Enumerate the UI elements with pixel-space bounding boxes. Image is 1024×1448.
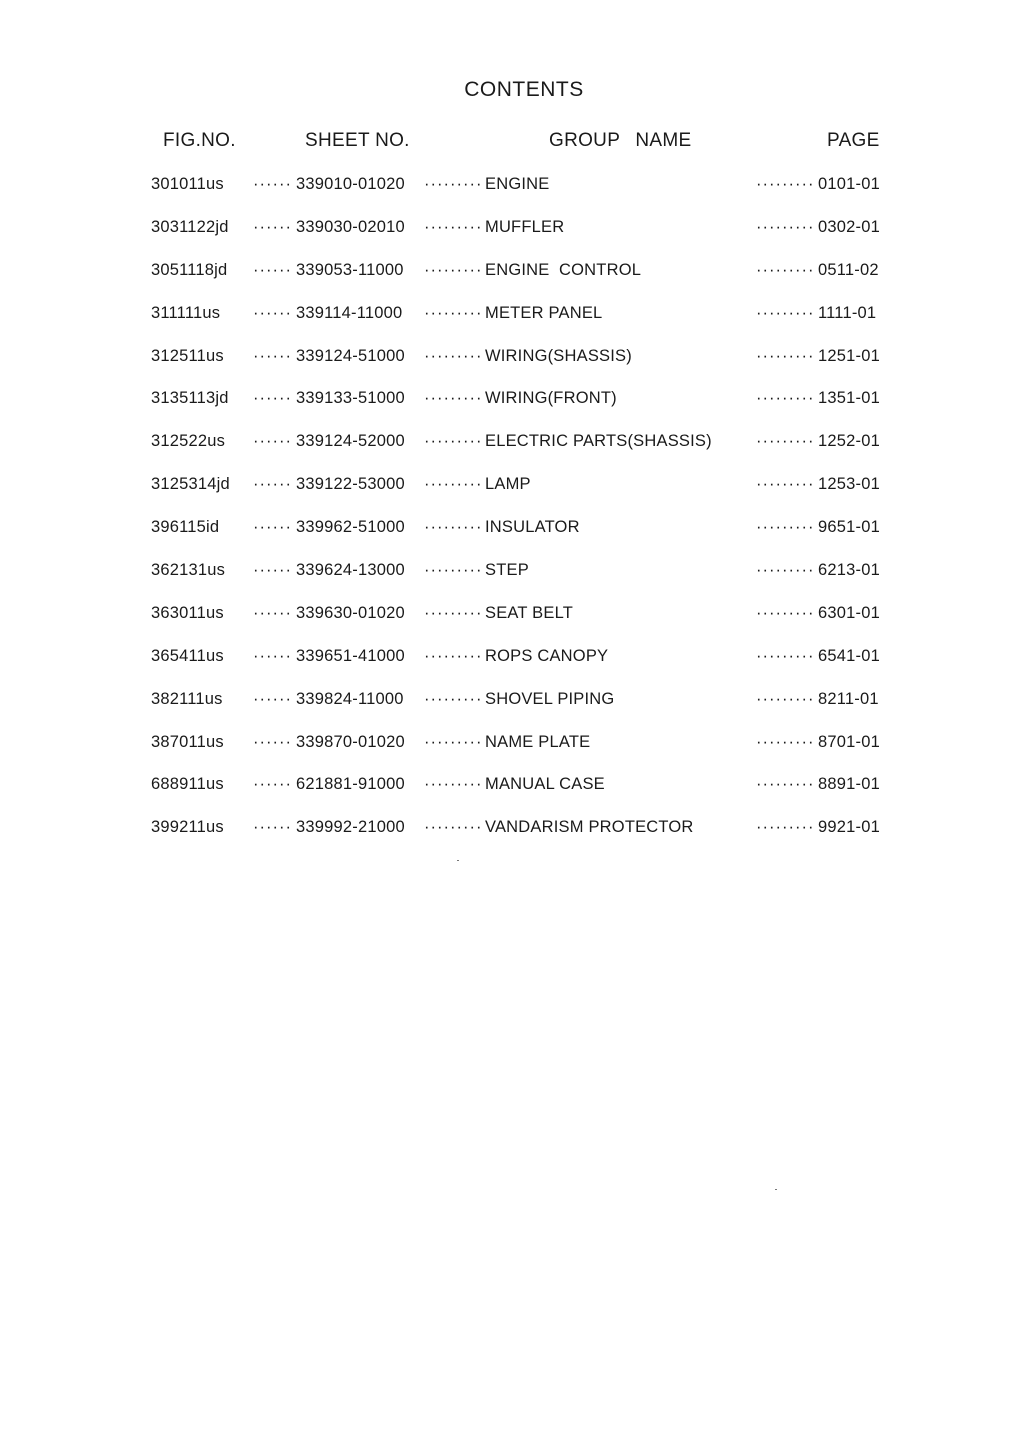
- leader-dots: ·········: [424, 475, 483, 494]
- group-name: SHOVEL PIPING: [485, 689, 615, 708]
- group-name: NAME PLATE: [485, 732, 591, 751]
- contents-row: [0, 515, 1024, 558]
- page-no: 6301-01: [818, 603, 880, 622]
- group-name: SEAT BELT: [485, 603, 573, 622]
- leader-dots: ·········: [424, 346, 483, 365]
- group-name: ELECTRIC PARTS(SHASSIS): [485, 432, 712, 451]
- header-fig-no: FIG.NO.: [163, 130, 236, 151]
- group-name: MANUAL CASE: [485, 775, 605, 794]
- scan-speck: [775, 1189, 777, 1190]
- leader-dots: ·········: [756, 260, 815, 279]
- fig-no: 362131us: [151, 561, 226, 580]
- scan-speck: [457, 860, 459, 861]
- leader-dots: ·········: [424, 432, 483, 451]
- contents-row: [0, 301, 1024, 344]
- header-group-name: GROUP NAME: [549, 130, 692, 151]
- fig-no: 396115id: [151, 518, 220, 537]
- contents-row: [0, 344, 1024, 387]
- leader-dots: ·········: [756, 518, 815, 537]
- leader-dots: ······: [253, 775, 292, 794]
- leader-dots: ······: [253, 603, 292, 622]
- fig-no: 3135113jd: [151, 389, 229, 408]
- leader-dots: ·········: [424, 689, 483, 708]
- leader-dots: ······: [253, 732, 292, 751]
- sheet-no: 339870-01020: [296, 732, 405, 751]
- fig-no: 688911us: [151, 775, 224, 794]
- group-name: MUFFLER: [485, 217, 565, 236]
- contents-list: [0, 172, 1024, 858]
- fig-no: 3125314jd: [151, 475, 230, 494]
- contents-row: [0, 215, 1024, 258]
- page-no: 8701-01: [818, 732, 880, 751]
- header-sheet-no: SHEET NO.: [305, 130, 410, 151]
- group-name: INSULATOR: [485, 518, 580, 537]
- sheet-no: 339122-53000: [296, 475, 405, 494]
- leader-dots: ······: [253, 346, 292, 365]
- leader-dots: ······: [253, 432, 292, 451]
- page-no: 1251-01: [818, 346, 880, 365]
- leader-dots: ······: [253, 646, 292, 665]
- group-name: STEP: [485, 561, 529, 580]
- leader-dots: ······: [253, 689, 292, 708]
- page-no: 9921-01: [818, 818, 880, 837]
- leader-dots: ·········: [756, 689, 815, 708]
- leader-dots: ·········: [424, 646, 483, 665]
- page-no: 6213-01: [818, 561, 880, 580]
- leader-dots: ·········: [756, 175, 815, 193]
- group-name: ENGINE CONTROL: [485, 260, 642, 279]
- leader-dots: ·········: [756, 732, 815, 751]
- group-name: WIRING(SHASSIS): [485, 346, 632, 365]
- leader-dots: ·········: [756, 217, 815, 236]
- contents-row: [0, 644, 1024, 687]
- leader-dots: ·········: [756, 303, 815, 322]
- page-no: 1252-01: [818, 432, 880, 451]
- group-name: LAMP: [485, 475, 531, 494]
- group-name: ROPS CANOPY: [485, 646, 609, 665]
- leader-dots: ·········: [424, 603, 483, 622]
- leader-dots: ·········: [424, 217, 483, 236]
- leader-dots: ·········: [756, 818, 815, 837]
- sheet-no: 621881-91000: [296, 775, 405, 794]
- fig-no: 3051118jd: [151, 260, 228, 279]
- leader-dots: ·········: [424, 175, 483, 193]
- leader-dots: ·········: [424, 303, 483, 322]
- leader-dots: ······: [253, 818, 292, 837]
- leader-dots: ·········: [756, 389, 815, 408]
- leader-dots: ·········: [756, 561, 815, 580]
- leader-dots: ······: [253, 475, 292, 494]
- page-no: 8891-01: [818, 775, 880, 794]
- sheet-no: 339651-41000: [296, 646, 405, 665]
- group-name: METER PANEL: [485, 303, 603, 322]
- sheet-no: 339030-02010: [296, 217, 405, 236]
- fig-no: 399211us: [151, 818, 224, 837]
- contents-row: [0, 815, 1024, 858]
- header-page: PAGE: [827, 130, 880, 151]
- contents-row: [0, 172, 1024, 215]
- leader-dots: ······: [253, 175, 292, 193]
- group-name: VANDARISM PROTECTOR: [485, 818, 694, 837]
- fig-no: 301011us: [151, 175, 224, 193]
- fig-no: 311111us: [151, 303, 221, 322]
- page-no: 0101-01: [818, 175, 880, 193]
- leader-dots: ·········: [756, 475, 815, 494]
- contents-row: [0, 772, 1024, 815]
- leader-dots: ·········: [424, 775, 483, 794]
- sheet-no: 339962-51000: [296, 518, 405, 537]
- leader-dots: ·········: [756, 432, 815, 451]
- fig-no: 3031122jd: [151, 217, 229, 236]
- page-no: 0302-01: [818, 217, 880, 236]
- leader-dots: ·········: [756, 346, 815, 365]
- leader-dots: ·········: [756, 646, 815, 665]
- sheet-no: 339114-11000: [296, 303, 403, 322]
- page-no: 9651-01: [818, 518, 880, 537]
- page-no: 8211-01: [818, 689, 879, 708]
- page-no: 1111-01: [818, 303, 877, 322]
- leader-dots: ·········: [424, 389, 483, 408]
- sheet-no: 339624-13000: [296, 561, 405, 580]
- fig-no: 312511us: [151, 346, 224, 365]
- sheet-no: 339992-21000: [296, 818, 405, 837]
- contents-row: [0, 472, 1024, 515]
- sheet-no: 339053-11000: [296, 260, 404, 279]
- sheet-no: 339133-51000: [296, 389, 405, 408]
- page-no: 1253-01: [818, 475, 880, 494]
- contents-row: [0, 429, 1024, 472]
- leader-dots: ·········: [424, 518, 483, 537]
- sheet-no: 339010-01020: [296, 175, 405, 193]
- leader-dots: ·········: [756, 603, 815, 622]
- contents-row: [0, 687, 1024, 730]
- contents-row: [0, 558, 1024, 601]
- fig-no: 312522us: [151, 432, 226, 451]
- group-name: ENGINE: [485, 175, 550, 193]
- leader-dots: ·········: [424, 260, 483, 279]
- contents-row: [0, 386, 1024, 429]
- sheet-no: 339124-52000: [296, 432, 405, 451]
- leader-dots: ·········: [424, 732, 483, 751]
- page-no: 6541-01: [818, 646, 880, 665]
- leader-dots: ······: [253, 260, 292, 279]
- contents-row: [0, 258, 1024, 301]
- sheet-no: 339630-01020: [296, 603, 405, 622]
- contents-row: [0, 730, 1024, 773]
- leader-dots: ·········: [424, 561, 483, 580]
- leader-dots: ······: [253, 217, 292, 236]
- page-no: 0511-02: [818, 260, 879, 279]
- fig-no: 365411us: [151, 646, 224, 665]
- sheet-no: 339124-51000: [296, 346, 405, 365]
- fig-no: 382111us: [151, 689, 223, 708]
- sheet-no: 339824-11000: [296, 689, 404, 708]
- leader-dots: ······: [253, 389, 292, 408]
- page-title: CONTENTS: [464, 78, 584, 101]
- leader-dots: ·········: [756, 775, 815, 794]
- fig-no: 363011us: [151, 603, 224, 622]
- leader-dots: ·········: [424, 818, 483, 837]
- contents-row: [0, 601, 1024, 644]
- fig-no: 387011us: [151, 732, 224, 751]
- group-name: WIRING(FRONT): [485, 389, 617, 408]
- leader-dots: ······: [253, 561, 292, 580]
- leader-dots: ······: [253, 303, 292, 322]
- page-no: 1351-01: [818, 389, 880, 408]
- leader-dots: ······: [253, 518, 292, 537]
